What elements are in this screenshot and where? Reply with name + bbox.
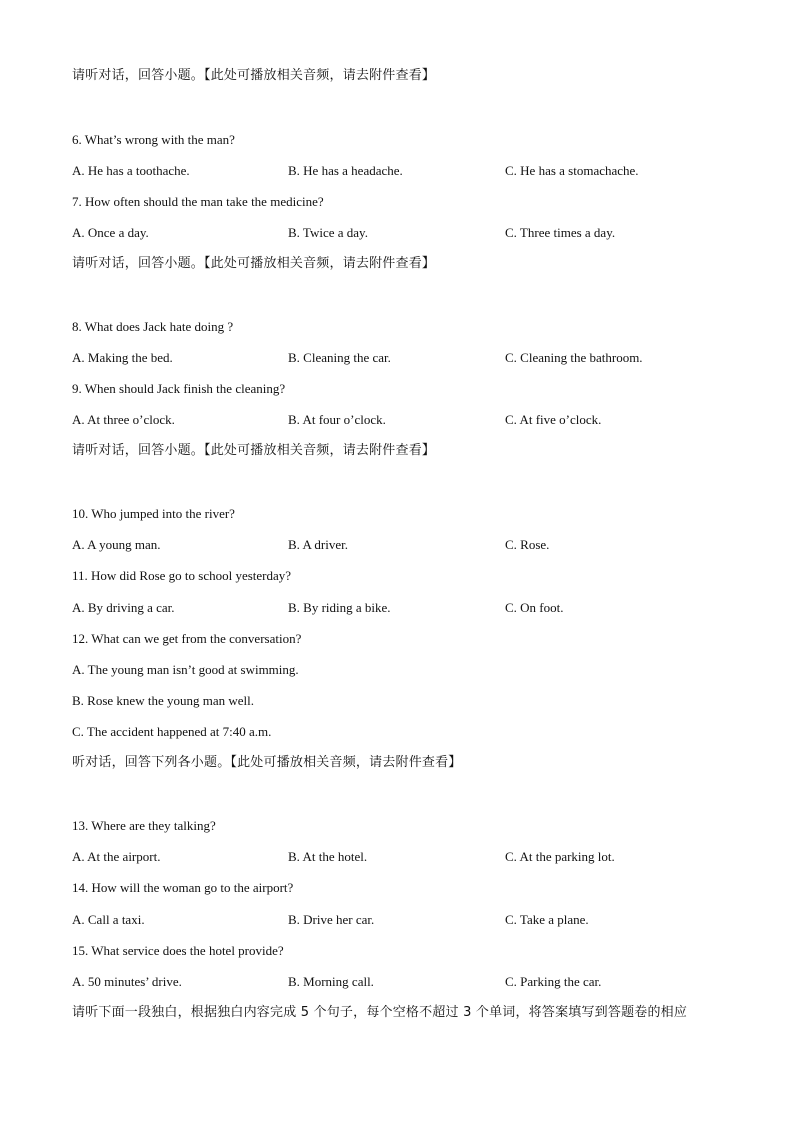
q8-option-a: A. Making the bed. [72,350,173,365]
q8-option-c: C. Cleaning the bathroom. [505,350,643,365]
question-14: 14. How will the woman go to the airport? [72,880,294,895]
question-12: 12. What can we get from the conversation? [72,631,302,646]
q14-option-b: B. Drive her car. [288,912,375,927]
q15-option-a: A. 50 minutes’ drive. [72,974,182,989]
question-13: 13. Where are they talking? [72,818,216,833]
q8-option-b: B. Cleaning the car. [288,350,391,365]
q11-option-c: C. On foot. [505,600,564,615]
q9-option-a: A. At three o’clock. [72,412,175,427]
question-10: 10. Who jumped into the river? [72,506,235,521]
q6-option-a: A. He has a toothache. [72,163,190,178]
q10-option-b: B. A driver. [288,537,348,552]
q7-option-c: C. Three times a day. [505,225,616,240]
section-instruction-5: 请听下面一段独白，根据独白内容完成 5 个句子，每个空格不超过 3 个单词，将答案填写到答题卷的相应 [72,1005,688,1020]
section-instruction-1: 请听对话，回答小题。【此处可播放相关音频，请去附件查看】 [72,68,436,83]
q15-option-c: C. Parking the car. [505,974,602,989]
q12-option-a: A. The young man isn’t good at swimming. [72,662,299,677]
q6-option-c: C. He has a stomachache. [505,163,639,178]
q9-option-c: C. At five o’clock. [505,412,602,427]
question-6: 6. What’s wrong with the man? [72,132,235,147]
q11-option-a: A. By driving a car. [72,600,175,615]
question-15: 15. What service does the hotel provide? [72,943,284,958]
question-7: 7. How often should the man take the medicine? [72,194,324,209]
q13-option-c: C. At the parking lot. [505,849,615,864]
q7-option-a: A. Once a day. [72,225,149,240]
q11-option-b: B. By riding a bike. [288,600,391,615]
q10-option-a: A. A young man. [72,537,161,552]
q12-option-b: B. Rose knew the young man well. [72,693,254,708]
q14-option-a: A. Call a taxi. [72,912,145,927]
q15-option-b: B. Morning call. [288,974,374,989]
q12-option-c: C. The accident happened at 7:40 a.m. [72,724,272,739]
q13-option-b: B. At the hotel. [288,849,368,864]
section-instruction-4: 听对话，回答下列各小题。【此处可播放相关音频，请去附件查看】 [72,755,462,770]
question-8: 8. What does Jack hate doing ? [72,319,234,334]
section-instruction-3: 请听对话，回答小题。【此处可播放相关音频，请去附件查看】 [72,443,436,458]
question-11: 11. How did Rose go to school yesterday? [72,568,292,583]
q6-option-b: B. He has a headache. [288,163,403,178]
question-9: 9. When should Jack finish the cleaning? [72,381,286,396]
section-instruction-2: 请听对话，回答小题。【此处可播放相关音频，请去附件查看】 [72,256,436,271]
q10-option-c: C. Rose. [505,537,550,552]
q9-option-b: B. At four o’clock. [288,412,386,427]
q7-option-b: B. Twice a day. [288,225,368,240]
q13-option-a: A. At the airport. [72,849,161,864]
q14-option-c: C. Take a plane. [505,912,589,927]
